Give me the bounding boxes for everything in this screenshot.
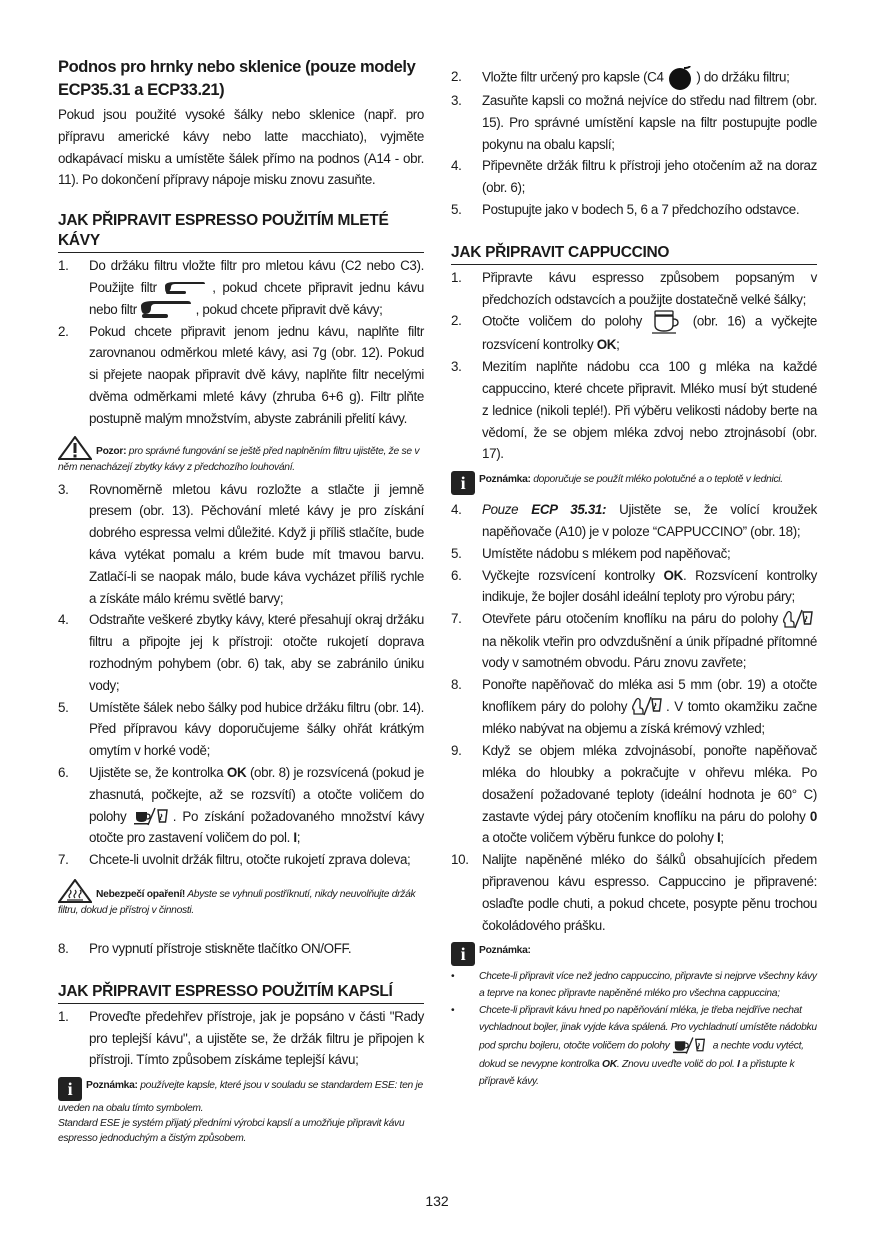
bullet-text: Chcete-li připravit více než jedno cappuccino, připravte si nejprve všechny kávy a teprve na konec připravte napěněné mléko pro všechna cappuccina; (479, 971, 817, 1000)
text-span: Vložte filtr určený pro kapsle (C4 (482, 69, 664, 85)
item-text: Připravte kávu espresso způsobem popsaným v předchozích odstavcích a použijte dostatečně velké šálky; (482, 269, 817, 307)
double-filter-icon (140, 300, 192, 320)
section-title-ground-coffee: JAK PŘIPRAVIT ESPRESSO POUŽITÍM MLETÉ KÁVY (58, 211, 424, 253)
section-title-cappuccino: JAK PŘIPRAVIT CAPPUCCINO (451, 243, 817, 265)
note-text: používejte kapsle, které jsou v souladu se standardem ESE: ten je uveden na obalu tímto symbolem. (58, 1080, 423, 1115)
note-text: Standard ESE je systém přijatý předními výrobci kapslí a umožňuje připravit kávu espresso jednoduchým a čistým způsobem. (58, 1118, 405, 1145)
text-span: (obr. 16) a vyčkejte rozsvícení kontrolky (482, 313, 817, 353)
single-filter-icon (164, 281, 206, 295)
item-number: 1. (58, 258, 69, 274)
ok-indicator-label: OK (596, 337, 617, 353)
list-item (451, 968, 817, 1002)
text-span: na několik vteřin pro odvzdušnění a únik případné přítomné vody v samotném obvodu. Páru znovu zavřete; (482, 633, 817, 671)
text-span: Ujistěte se, že volící kroužek napěňovače (A10) je v poloze “CAPPUCCINO” (obr. 18); (482, 502, 817, 539)
list-item (451, 66, 817, 90)
ok-indicator-label: OK (663, 567, 683, 583)
model-label: ECP 35.31: (531, 502, 607, 518)
text-span: . Po získání požadovaného množství kávy otočte pro zastavení voličem do pol. (89, 808, 424, 846)
text-span: Když se objem mléka zdvojnásobí, ponořte napěňovač mléka do hloubky a pokračujte v ohřevu mléka. Po dosažení požadované teploty (ideální hodnota je 60° C) zastavte výdej páry otočením knoflíku na páru do polohy (482, 743, 817, 824)
item-text: Nalijte napěněné mléko do šálků obsahujících předem připravenou kávu espresso. Cappuccino je připravené: oslaďte podle chuti, a pokud chcete, posypte pěnu trochou čokoládového prášku. (482, 852, 817, 933)
list-item (58, 849, 424, 871)
item-number: 6. (451, 567, 462, 583)
item-text: Odstraňte veškeré zbytky kávy, které přesahují okraj držáku filtru a připojte jej k přístroji: otočte rukojetí doprava rozhodným pohybem (obr. 6) tak, aby se zabránilo úniku vody; (89, 612, 424, 693)
item-number: 7. (58, 852, 69, 868)
list-item (451, 1002, 817, 1090)
intro-paragraph: Pokud jsou použité vysoké šálky nebo sklenice (např. pro přípravu americké kávy nebo latte macchiato), vyjměte odkapávací misku a umístěte šálek přímo na podnos (A14 - obr. 11). Po dokončení přípravy nápoje misku znovu zasuňte. (58, 107, 424, 188)
info-icon: i (451, 471, 475, 495)
item-text: Pro vypnutí přístroje stiskněte tlačítko ON/OFF. (89, 940, 352, 956)
text-span: . V tomto okamžiku začne mléko nabývat na objemu a získá krémový vzhled; (482, 698, 817, 737)
warning-note (58, 436, 424, 475)
item-text (482, 565, 817, 609)
item-number: 3. (58, 481, 69, 497)
text-span: a přistupte k přípravě kávy. (479, 1059, 795, 1088)
item-text: Mezitím naplňte nádobu cca 100 g mléka na každé cappuccino, které chcete připravit. Mléko musí být studené z lednice (nikoli teplé!). Při výběru velikosti nádoby berte na vědomí, že se objem mléka zdvoj nebo ztrojnásobí (obr. 17). (482, 359, 817, 462)
text-span: ; (720, 830, 724, 846)
steam-icon (632, 696, 666, 718)
text-span: , pokud chcete připravit jednu kávu nebo filtr (89, 279, 424, 317)
list-item (451, 155, 817, 199)
note-label: Poznámka: (479, 945, 531, 957)
text-span: Pouze (482, 502, 519, 518)
item-number: 5. (58, 699, 69, 715)
item-number: 2. (58, 323, 69, 339)
item-number: 4. (58, 612, 69, 628)
text-span: Ponořte napěňovač do mléka asi 5 mm (obr. 19) a otočte knoflíkem páry do polohy (482, 677, 817, 714)
steam-icon (783, 609, 817, 631)
text-span: ) do držáku filtru; (696, 69, 790, 85)
list-item (451, 565, 817, 609)
list-item (58, 609, 424, 696)
text-span: Vyčkejte rozsvícení kontrolky (482, 567, 655, 583)
list-item (451, 608, 817, 674)
list-item (451, 849, 817, 936)
warning-text: pro správné fungování se ještě před naplněním filtru ujistěte, že se v něm nenacházejí zbytky kávy z předchozího louhování. (58, 445, 420, 473)
hot-surface-icon (58, 879, 92, 903)
item-number: 4. (451, 158, 462, 174)
capsule-icon (667, 66, 693, 90)
list-item (451, 740, 817, 849)
list-item (451, 543, 817, 565)
section-title-cup-tray (58, 56, 424, 102)
info-note (58, 1077, 424, 1146)
item-number: 2. (451, 69, 462, 84)
item-text: Proveďte předehřev přístroje, jak je popsáno v části "Rady pro teplejší kávu", a ujistěte se, že držák filtru je připojen k přístroji. Tímto způsobem získáme teplejší kávu; (89, 1008, 424, 1068)
item-text (482, 608, 817, 674)
item-text: Zasuňte kapsli co možná nejvíce do středu nad filtrem (obr. 15). Pro správné umístění kapsle na filtr postupujte podle pokynu na obalu kapslí; (482, 93, 817, 152)
list-item (451, 199, 817, 221)
item-text (482, 674, 817, 740)
left-column (58, 56, 424, 1150)
text-span: (obr. 8) je rozsvícená (pokud je zhasnutá, počkejte, až se rozsvítí) a otočte voličem do polohy (89, 764, 424, 824)
list-item (451, 90, 817, 155)
list-item (451, 499, 817, 543)
warning-icon (58, 436, 92, 460)
note-label: Poznámka: (86, 1080, 138, 1092)
coffee-cup-icon (133, 807, 173, 827)
item-text: Rovnoměrně mletou kávu rozložte a stlačte ji jemně presem (obr. 13). Pěchování mleté kávy je pro získání dobrého espressa velmi důležité. Když ji příliš stlačíte, bude káva vytékat pomalu a krém bude mít tmavou barvu. Zatlačí-li se naopak málo, bude káva vycházet příliš rychle a získáte málo krému světlé barvy; (89, 481, 424, 606)
info-icon: i (451, 942, 475, 966)
position-label: I (717, 830, 721, 846)
danger-note (58, 879, 424, 918)
item-text: Pokud chcete připravit jenom jednu kávu, naplňte filtr zarovnanou odměrkou mleté kávy, asi 7g (obr. 12). Pokud si přejete naopak připravit dvě kávy, naplňte filtr necelými dvěma odměrkami mleté kávy (zhruba 6+6 g). Filtr plňte postupně malým množstvím, abyste zabránili přelití kávy. (89, 323, 424, 426)
page-number: 132 (425, 1193, 449, 1209)
list-item (58, 762, 424, 849)
note-text: doporučuje se použít mléko polotučné a o teplotě v lednici. (533, 474, 783, 486)
text-span: Chcete-li připravit kávu hned po napěňování mléka, je třeba nejdříve nechat vychladnout bojler, jinak vyjde káva spálená. Pro vychladnutí umístěte nádobku pod sprchu bojleru, otočte voličem do polohy (479, 1005, 817, 1053)
bullet-text (479, 1002, 817, 1090)
info-note (451, 942, 817, 966)
list-item (58, 1006, 424, 1071)
list-item (451, 310, 817, 356)
list-item (58, 321, 424, 430)
item-text (482, 740, 817, 849)
item-text (89, 762, 424, 849)
text-span: Otevřete páru otočením knoflíku na páru do polohy (482, 611, 778, 627)
item-number: 3. (451, 359, 462, 375)
item-text: Postupujte jako v bodech 5, 6 a 7 předchozího odstavce. (482, 201, 800, 217)
text-span: Ujistěte se, že kontrolka (89, 764, 224, 780)
text-span: ; (616, 337, 620, 353)
bullet-marker: • (451, 971, 455, 983)
item-number: 5. (451, 545, 462, 561)
danger-text: Abyste se vyhnuli postříknutí, nikdy neuvolňujte držák filtru, dokud je přístroj v činnosti. (58, 888, 416, 916)
item-number: 1. (58, 1008, 69, 1024)
cappuccino-icon (651, 310, 683, 334)
list-item (58, 255, 424, 320)
title-line: Podnos pro hrnky nebo sklenice (pouze modely (58, 58, 416, 76)
text-span: . Rozsvícení kontrolky indikuje, že bojler dosáhl ideální teploty pro výrobu páry; (482, 567, 817, 605)
title-line: ECP35.31 a ECP33.21) (58, 81, 225, 99)
ok-indicator-label: OK (226, 764, 247, 780)
item-number: 1. (451, 269, 462, 285)
bullet-marker: • (451, 1005, 455, 1017)
hot-water-icon (672, 1036, 710, 1056)
text-span: ; (296, 830, 301, 846)
note-label: Poznámka: (479, 474, 531, 486)
position-label: I (737, 1059, 740, 1071)
item-text (89, 255, 424, 320)
item-number: 2. (451, 313, 462, 329)
item-text (482, 499, 817, 543)
item-number: 8. (451, 677, 462, 693)
item-number: 6. (58, 764, 69, 780)
text-span: , pokud chcete připravit dvě kávy; (195, 301, 383, 317)
item-number: 7. (451, 611, 462, 627)
item-number: 9. (451, 743, 462, 759)
item-text: Umístěte šálek nebo šálky pod hubice držáku filtru (obr. 14). Před přípravou kávy doporučujeme šálky ohřát krátkým omytím v horké vodě; (89, 699, 424, 759)
position-label: I (293, 830, 297, 846)
list-item (451, 356, 817, 465)
info-note (451, 471, 817, 495)
list-item (58, 938, 424, 960)
item-number: 10. (451, 852, 469, 868)
list-item (58, 479, 424, 610)
text-span: Otočte voličem do polohy (482, 313, 643, 329)
right-column (451, 66, 817, 1090)
ok-indicator-label: OK (602, 1059, 617, 1071)
text-span: a nechte vodu vytéct, dokud se nevypne kontrolka (479, 1041, 804, 1071)
position-label: 0 (809, 808, 818, 824)
text-span: Do držáku filtru vložte filtr pro mletou kávu (C2 nebo C3). Použijte filtr (89, 258, 424, 295)
item-text: Umístěte nádobu s mlékem pod napěňovač; (482, 545, 731, 561)
text-span: . Znovu uveďte volič do pol. (616, 1059, 735, 1071)
list-item (58, 697, 424, 762)
warning-label: Pozor: (96, 445, 127, 457)
danger-label: Nebezpečí opaření! (96, 888, 186, 900)
item-text (482, 66, 817, 90)
info-icon: i (58, 1077, 82, 1101)
text-span: a otočte voličem výběru funkce do polohy (482, 830, 714, 846)
item-number: 8. (58, 940, 69, 956)
list-item (451, 267, 817, 311)
list-item (451, 674, 817, 740)
item-text: Připevněte držák filtru k přístroji jeho otočením až na doraz (obr. 6); (482, 158, 817, 196)
item-text: Chcete-li uvolnit držák filtru, otočte rukojetí zprava doleva; (89, 852, 411, 868)
section-title-capsules: JAK PŘIPRAVIT ESPRESSO POUŽITÍM KAPSLÍ (58, 982, 424, 1004)
item-text (482, 310, 817, 356)
item-number: 3. (451, 93, 462, 108)
item-number: 5. (451, 201, 462, 217)
item-number: 4. (451, 502, 462, 518)
